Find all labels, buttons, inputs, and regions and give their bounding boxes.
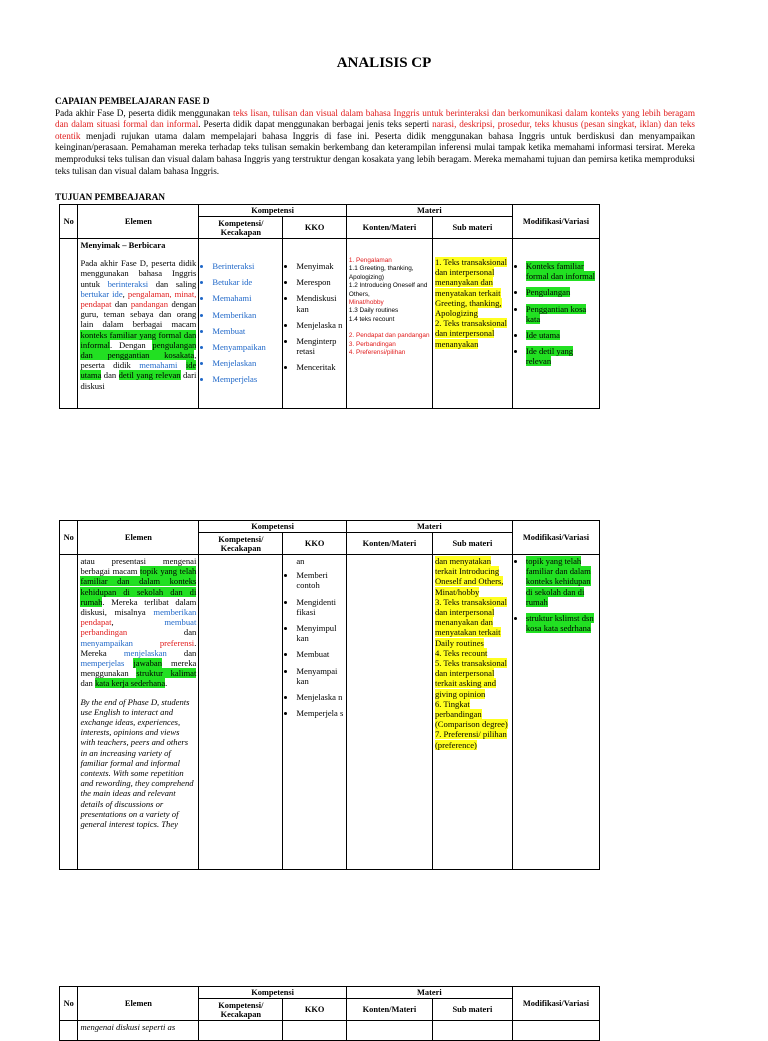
text-run: preferensi: [159, 637, 195, 648]
modifikasi-item-text: struktur kslimst dsn kosa kata sedrhana: [525, 613, 594, 634]
kko-item: [296, 692, 344, 702]
modifikasi-list: [515, 261, 597, 367]
header-elemen: Elemen: [78, 521, 199, 555]
kko-item-text: Menyampai kan: [296, 665, 338, 686]
cell-modifikasi: [512, 239, 599, 409]
sub-materi-text: 7. Preferensi/ pilihan (preference): [434, 729, 507, 750]
modifikasi-item-text: Ide detil yang relevan: [525, 346, 574, 367]
text-run: . Mereka terlibat dalam diskusi, misalnya: [80, 596, 197, 618]
header-no: No: [60, 521, 78, 555]
kompetensi-item-text: Berinteraksi: [212, 261, 255, 271]
text-run: pengalaman, minat, pendapat: [80, 288, 197, 310]
konten-item: 2. Pendapat dan pandangan: [348, 332, 430, 340]
text-run: menjadi rujukan utama dalam mempelajari bahasa Inggris di fase ini. Peserta didik menggunakan bahasa Inggris untuk berdiskusi dan menyampaikan keinginan/perasaan. Pemahaman mereka terhadap teks tulisan semakin berkembang dan keterampilan inferensi mulai tampak ketika memahami informasi tersirat. Mereka memproduksi teks tulisan dan visual dalam bahasa Inggris yang terstruktur dengan kosakata yang lebih beragam. Mereka memahami tujuan dan pemirsa ketika memproduksi teks tulisan dan visual dalam bahasa Inggris.: [55, 130, 695, 176]
kko-item-text: Merespon: [296, 277, 331, 288]
kompetensi-item: [212, 293, 280, 303]
cell-no: [60, 555, 78, 870]
text-run: dari diskusi: [80, 370, 197, 391]
konten-item: 1. Pengalaman: [348, 257, 392, 264]
sub-materi-text: dan menyatakan terkait Introducing Oneself and Others, Minat/hobby: [434, 556, 504, 597]
text-run: menjelaskan: [123, 647, 167, 658]
elemen-partial: mengenai diskusi seperti as: [80, 1022, 176, 1032]
sub-materi-text: 1. Teks transaksional dan interpersonal menanyakan dan menyatakan terkait Greeting, thanking, Apologizing: [434, 257, 507, 319]
header-modifikasi: Modifikasi/Variasi: [512, 987, 599, 1021]
text-run: membuat: [164, 617, 197, 628]
text-run: jawaban: [133, 658, 163, 669]
sub-materi-text: 3. Teks transaksional dan interpersonal menanyakan dan menyatakan terkait Daily routines: [434, 596, 507, 648]
kompetensi-item: [212, 374, 280, 384]
text-run: perbandingan: [80, 627, 128, 638]
kko-item-text: Menyimak: [296, 261, 334, 271]
kompetensi-item: [212, 358, 280, 368]
konten-item: 1.3 Daily routines: [348, 307, 399, 315]
text-run: pendapat: [80, 617, 112, 628]
text-run: . Dengan: [110, 339, 153, 350]
kko-item-text: Menjelaska n: [296, 319, 343, 330]
header-materi: Materi: [346, 987, 512, 999]
header-konten: Konten/Materi: [346, 217, 432, 239]
text-run: dengan guru, teman sebaya dan orang lain dalam berbagai macam: [80, 299, 197, 330]
text-run: dan: [166, 647, 197, 658]
kko-item-text: Menceritak: [296, 362, 336, 373]
elemen-text: [80, 258, 196, 391]
kompetensi-item: [212, 342, 280, 352]
konten-item: Minat/hobby: [348, 299, 384, 307]
sub-materi-list: [435, 556, 510, 750]
cell-sub-materi: [432, 555, 512, 870]
header-kko: KKO: [283, 533, 347, 555]
cell-kompetensi: [199, 239, 283, 409]
kko-item-text: Menyimpul kan: [296, 623, 337, 644]
header-elemen: Elemen: [78, 987, 199, 1021]
kko-item: [296, 277, 344, 287]
kko-item: [296, 708, 344, 718]
text-run: Pada akhir Fase D, peserta didik menggunakan bahasa Inggris untuk: [80, 258, 197, 289]
header-modifikasi: Modifikasi/Variasi: [512, 521, 599, 555]
header-no: No: [60, 987, 78, 1021]
table-2: [59, 520, 600, 870]
text-run: berinteraksi: [107, 278, 149, 289]
modifikasi-item: [526, 613, 597, 633]
header-elemen: Elemen: [78, 205, 199, 239]
text-run: konteks familiar yang formal dan informal: [80, 329, 197, 350]
cell-konten: [346, 555, 432, 870]
header-kompetensi-kecakapan: Kompetensi/ Kecakapan: [199, 999, 283, 1021]
kompetensi-item-text: Betukar ide: [212, 277, 253, 288]
header-materi: Materi: [346, 205, 512, 217]
text-run: memahami: [139, 360, 178, 371]
cp-block: [55, 96, 695, 177]
kko-item-text: Menjelaska n: [296, 692, 343, 703]
modifikasi-item: [526, 261, 597, 281]
kompetensi-item-text: Memahami: [212, 293, 252, 304]
kko-item-text: Membuat: [296, 649, 330, 660]
text-run: memberikan: [153, 607, 197, 618]
cell-kko: [283, 239, 347, 409]
text-run: menyampaikan: [80, 637, 133, 648]
kko-item-text: Menginterp retasi: [296, 336, 337, 357]
konten-list: [349, 257, 430, 357]
kko-item: [296, 649, 344, 659]
cell-kompetensi: [199, 555, 283, 870]
sub-materi-item: [435, 729, 510, 749]
kko-item-text: Memberi contoh: [296, 570, 328, 591]
cell-modifikasi: [512, 555, 599, 870]
header-kko: KKO: [283, 217, 347, 239]
kompetensi-item-text: Menjelaskan: [212, 358, 257, 369]
text-run: mereka menggunakan: [80, 658, 197, 679]
header-konten: Konten/Materi: [346, 533, 432, 555]
table-3: [59, 986, 600, 1041]
text-run: atau presentasi mengenai berbagai macam: [80, 556, 197, 577]
text-run: kata kerja sederhana: [95, 678, 166, 689]
cell-elemen: [78, 239, 199, 409]
konten-item: 1.2 Introducing Oneself and Others,: [348, 282, 428, 298]
text-run: dan: [127, 627, 197, 638]
header-kko: KKO: [283, 999, 347, 1021]
kompetensi-item: [212, 310, 280, 320]
sub-materi-text: 5. Teks transaksional dan interpersonal terkait asking and giving opinion: [434, 658, 507, 699]
kko-item: [296, 336, 344, 356]
text-run: detil yang relevan: [118, 370, 181, 381]
page-title: ANALISIS CP: [336, 55, 432, 71]
header-no: No: [60, 205, 78, 239]
sub-materi-item: [435, 597, 510, 648]
modifikasi-item-text: Pengulangan: [525, 287, 571, 298]
kko-list: [285, 261, 344, 373]
konten-item: 1.1 Greeting, thanking, Apologizing): [348, 265, 414, 281]
table-1: [59, 204, 600, 409]
header-konten: Konten/Materi: [346, 999, 432, 1021]
header-materi: Materi: [346, 521, 512, 533]
text-run: . Peserta didik dapat menggunakan berbagai jenis teks seperti: [198, 119, 433, 130]
modifikasi-item-text: Ide utama: [525, 330, 560, 341]
tp-heading: TUJUAN PEMBEAJARAN: [55, 192, 165, 202]
sub-materi-list: [435, 257, 510, 349]
text-run: teks lisan, tulisan dan visual dalam bahasa Inggris untuk berinteraksi dan berkomunikasi dalam konteks yang lebih beragam dan dalam situasi formal dan informal: [55, 107, 695, 130]
cell-no: [60, 239, 78, 409]
header-kompetensi: Kompetensi: [199, 205, 347, 217]
kko-item: [296, 623, 344, 643]
header-kompetensi: Kompetensi: [199, 521, 347, 533]
text-run: topik yang telah familiar dan dalam konteks kehidupan di sekolah dan di rumah: [80, 566, 197, 607]
elemen-english: By the end of Phase D, students use English to interact and exchange ideas, experiences, interests, opinions and views with teachers, peers and others in an increasing variety of familiar formal and informal contexts. With some repetition and rewording, they comprehend the main ideas and relevant details of discussions or presentations on a variety of general interest topics. They: [80, 696, 194, 830]
sub-materi-item: [435, 658, 510, 699]
header-sub-materi: Sub materi: [432, 217, 512, 239]
cp-heading: CAPAIAN PEMBELAJARAN FASE D: [55, 96, 210, 106]
kko-item-text: Memperjela s: [296, 708, 344, 719]
text-run: ,: [111, 617, 165, 628]
kko-item: [296, 597, 344, 617]
cp-paragraph: [55, 108, 695, 178]
konten-item: 3. Perbandingan: [348, 340, 396, 348]
text-run: .: [165, 678, 168, 689]
kompetensi-item: [212, 261, 280, 271]
modifikasi-item: [526, 330, 597, 340]
text-run: . Mereka: [80, 637, 197, 658]
kompetensi-list: [201, 261, 280, 385]
modifikasi-item-text: Penggantian kosa kata: [525, 303, 587, 324]
kompetensi-item: [212, 277, 280, 287]
modifikasi-list: [515, 556, 597, 633]
elemen-text: [80, 556, 196, 689]
header-kompetensi-kecakapan: Kompetensi/ Kecakapan: [199, 533, 283, 555]
sub-materi-item: [435, 257, 510, 318]
kko-item: [296, 320, 344, 330]
kko-item: [296, 261, 344, 271]
konten-item: 4. Preferensi/pilihan: [348, 349, 406, 357]
sub-materi-text: 6. Tingkat perbandingan (Comparison degree): [434, 698, 508, 730]
kko-continuation: an: [296, 556, 305, 566]
konten-item: 1.4 teks recount: [348, 315, 395, 323]
sub-materi-item: [435, 556, 510, 597]
header-modifikasi: Modifikasi/Variasi: [512, 205, 599, 239]
kompetensi-item: [212, 326, 280, 336]
cell-konten: [346, 239, 432, 409]
cell-kko: [283, 555, 347, 870]
modifikasi-item: [526, 287, 597, 297]
kko-list: [285, 570, 344, 718]
modifikasi-item-text: topik yang telah familiar dan dalam konteks kehidupan di sekolah dan di rumah: [525, 556, 591, 607]
elemen-title: Menyimak – Berbicara: [80, 240, 166, 250]
text-run: [133, 638, 160, 648]
text-run: pandangan: [130, 299, 169, 310]
sub-materi-item: [435, 318, 510, 349]
kko-item-text: Mendiskusi kan: [296, 293, 337, 314]
kompetensi-item-text: Memberikan: [212, 309, 257, 320]
header-kompetensi-kecakapan: Kompetensi/ Kecakapan: [199, 217, 283, 239]
header-sub-materi: Sub materi: [432, 533, 512, 555]
text-run: memperjelas: [80, 658, 125, 669]
text-run: dan: [80, 678, 95, 689]
kko-item: [296, 293, 344, 313]
modifikasi-item: [526, 556, 597, 607]
text-run: dan: [101, 370, 119, 381]
sub-materi-text: 4. Teks recount: [434, 647, 488, 658]
modifikasi-item: [526, 304, 597, 324]
kko-item: [296, 570, 344, 590]
sub-materi-text: 2. Teks transaksional dan interpersonal menanyakan: [434, 318, 507, 349]
modifikasi-item-text: Konteks familiar formal dan informal: [525, 261, 596, 282]
text-run: ,: [122, 288, 128, 299]
kompetensi-item-text: Menyampaikan: [212, 342, 266, 353]
kko-item: [296, 362, 344, 372]
text-run: ide utama: [80, 360, 197, 381]
cell-elemen: [78, 555, 199, 870]
header-kompetensi: Kompetensi: [199, 987, 347, 999]
header-sub-materi: Sub materi: [432, 999, 512, 1021]
kko-item-text: Mengidenti fikasi: [296, 596, 336, 617]
text-run: dan: [111, 299, 131, 310]
sub-materi-item: [435, 648, 510, 658]
text-run: bertukar ide: [80, 288, 123, 299]
sub-materi-item: [435, 699, 510, 730]
text-run: Pada akhir Fase D, peserta didik menggunakan: [55, 107, 233, 118]
modifikasi-item: [526, 346, 597, 366]
kko-item: [296, 666, 344, 686]
text-run: [177, 360, 185, 370]
kompetensi-item-text: Memperjelas: [212, 374, 258, 385]
text-run: pengulangan dan penggantian kosakata: [80, 339, 197, 361]
text-run: , peserta didik: [80, 350, 197, 371]
text-run: narasi, deskripsi, prosedur, teks khusus (pesan singkat, iklan) dan teks otentik: [55, 119, 695, 141]
text-run: dan saling: [148, 278, 197, 289]
cell-sub-materi: [432, 239, 512, 409]
text-run: struktur kalimat: [136, 668, 197, 679]
kompetensi-item-text: Membuat: [212, 325, 246, 336]
